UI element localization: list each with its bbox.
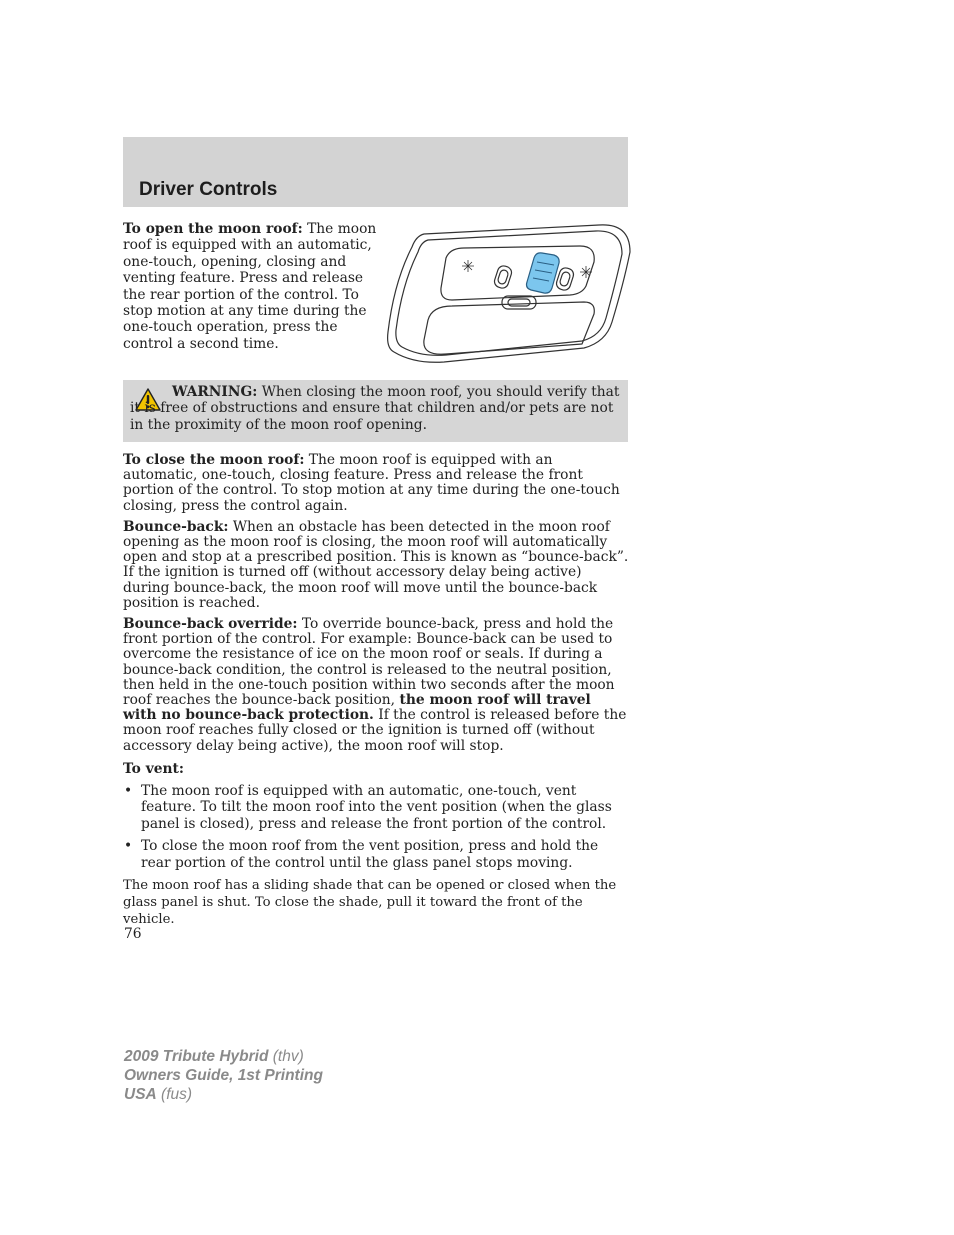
main-content [123,453,629,934]
section-title: Driver Controls [139,179,278,200]
bounce-back-override-paragraph [123,617,629,754]
warning-text: When closing the moon roof, you should verify that it is free of obstructions and ensure that children and/or pets are not in the proximity of the moon roof opening. [130,384,620,433]
warning-box [123,380,628,442]
bounce-back-override-text-1: To override bounce-back, press and hold the front portion of the control. For example: Bounce-back can be used to overcome the resistance of ice on the moon roof or seals. If during a bounce-back condition, the control is released to the neutral position, then held in the one-touch position within two seconds after the moon roof reaches the bounce-back position, [123,616,615,709]
bounce-back-override-lead: Bounce-back override: [123,616,298,633]
bullet-icon: • [124,838,133,855]
footer-model: 2009 Tribute Hybrid [124,1048,269,1065]
overhead-console-moonroof-switch-icon [384,222,634,364]
page-number: 76 [124,926,142,942]
document-footer [124,1047,323,1104]
open-moonroof-section [123,221,381,352]
vent-list [123,783,629,871]
footer-market: USA [124,1086,157,1103]
bullet-icon: • [124,783,133,800]
list-item [123,838,629,871]
footer-model-code: (thv) [268,1048,304,1065]
close-moonroof-lead: To close the moon roof: [123,452,305,468]
vent-item-text: To close the moon roof from the vent position, press and hold the rear portion of the control until the glass panel stops moving. [141,838,599,871]
bounce-back-paragraph [123,520,629,611]
vent-item-text: The moon roof is equipped with an automatic, one-touch, vent feature. To tilt the moon roof into the vent position (when the glass panel is closed), press and release the front portion of the control. [141,783,612,832]
footer-line-3 [124,1085,323,1104]
footer-line-1 [124,1047,323,1066]
open-moonroof-text: The moon roof is equipped with an automatic, one-touch, opening, closing and venting feature. Press and release the rear portion of the control. To stop motion at any time during the one-touch operation, press the control a second time. [123,221,377,352]
vent-heading: To vent: [123,760,184,777]
close-moonroof-paragraph [123,453,629,514]
open-moonroof-paragraph [123,221,381,352]
overhead-console-illustration [384,222,634,364]
warning-label: WARNING: [172,384,258,400]
footer-market-code: (fus) [156,1086,193,1103]
open-moonroof-lead: To open the moon roof: [123,221,303,237]
section-header-band [123,137,628,207]
bounce-back-text: When an obstacle has been detected in the moon roof opening as the moon roof is closing, the moon roof will automatically open and stop at a prescribed position. This is known as “bounce-back”. If the ignition is turned off (without accessory delay being active) during bounce-back, the moon roof will move until the bounce-back position is reached. [123,518,629,611]
bounce-back-override-emphasis: the moon roof will travel with no bounce-back protection. [123,692,591,724]
list-item [123,783,629,832]
warning-paragraph [130,384,620,433]
bounce-back-lead: Bounce-back: [123,518,229,535]
shade-paragraph: The moon roof has a sliding shade that can be opened or closed when the glass panel is shut. To close the shade, pull it toward the front of the vehicle. [123,878,617,928]
bounce-back-override-text-2: If the control is released before the moon roof reaches fully closed or the ignition is turned off (without accessory delay being active), the moon roof will stop. [123,707,627,754]
footer-line-2: Owners Guide, 1st Printing [124,1067,323,1084]
close-moonroof-text: The moon roof is equipped with an automatic, one-touch, closing feature. Press and release the front portion of the control. To stop motion at any time during the one-touch closing, press the control again. [123,452,620,514]
